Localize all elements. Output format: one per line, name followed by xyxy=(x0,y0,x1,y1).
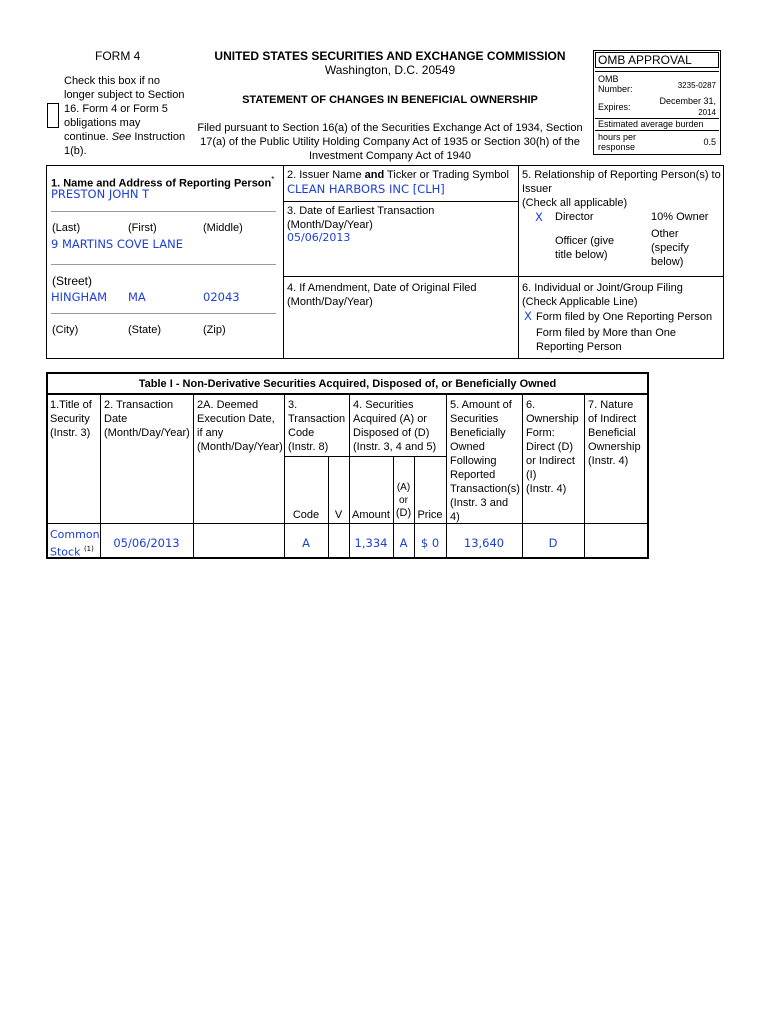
section2-title-and: and xyxy=(364,169,385,181)
col2-header-line: (Month/Day/Year) xyxy=(104,427,190,439)
col4-header-line: Acquired (A) or xyxy=(353,413,427,425)
price: $ 0 xyxy=(420,536,440,550)
agency-title: UNITED STATES SECURITIES AND EXCHANGE COMMISSION xyxy=(214,49,566,63)
omb-expires-label: Expires: xyxy=(598,102,631,112)
col5-header-line: Beneficially xyxy=(450,427,506,439)
subheader-a-or-d-line: (A) xyxy=(396,482,411,493)
omb-expires-line: 2014 xyxy=(698,108,716,117)
securities-amount: 1,334 xyxy=(354,536,388,550)
section2-title-part: 2. Issuer Name xyxy=(287,169,365,181)
col5-header-line: Securities xyxy=(450,413,499,425)
checkbox-text-line xyxy=(64,130,194,144)
section1-rule xyxy=(51,211,276,212)
transaction-code: A xyxy=(302,536,310,550)
omb-number-label xyxy=(598,74,633,94)
street-label: (Street) xyxy=(52,274,93,288)
col6-header-line: (Instr. 4) xyxy=(526,483,567,495)
col2a-header-line: (Month/Day/Year) xyxy=(197,441,283,453)
zip-value: 02043 xyxy=(203,290,240,304)
section6-title xyxy=(522,281,683,309)
col5-header-line: 4) xyxy=(450,511,460,523)
col3-header xyxy=(288,398,345,454)
col7-header-line: (Instr. 4) xyxy=(588,455,629,467)
section1-rule xyxy=(51,313,276,314)
section5-title-line: 5. Relationship of Reporting Person(s) to xyxy=(522,169,721,181)
ownership-form: D xyxy=(548,536,558,550)
col6-header xyxy=(526,398,579,496)
director-checkmark[interactable]: X xyxy=(535,210,543,224)
section5-title-line: (Check all applicable) xyxy=(522,197,628,209)
statement-title: STATEMENT OF CHANGES IN BENEFICIAL OWNERSHIP xyxy=(242,94,538,106)
zip-label: (Zip) xyxy=(203,324,226,336)
col3-header-line: (Instr. 8) xyxy=(288,441,329,453)
more-persons-line: Reporting Person xyxy=(536,341,622,353)
agency-location: Washington, D.C. 20549 xyxy=(324,63,456,77)
section1-asterisk: * xyxy=(271,175,275,184)
col5-header-line: Reported xyxy=(450,469,496,481)
checkbox-instructions xyxy=(64,74,194,158)
section4-title-line: (Month/Day/Year) xyxy=(287,296,373,308)
col2a-header xyxy=(197,398,283,454)
street-value: 9 MARTINS COVE LANE xyxy=(51,237,183,251)
col6-header-line: Direct (D) xyxy=(526,441,574,453)
section6-title-line: 6. Individual or Joint/Group Filing xyxy=(522,282,683,294)
col5-header-line: (Instr. 3 and xyxy=(450,497,509,509)
first-label: (First) xyxy=(128,222,157,234)
more-persons-label xyxy=(536,326,676,354)
security-title xyxy=(50,528,100,560)
col1-header xyxy=(50,398,92,440)
table1-title: Table I - Non-Derivative Securities Acquired, Disposed of, or Beneficially Owned xyxy=(138,378,557,390)
section3-title-line: (Month/Day/Year) xyxy=(287,219,373,231)
block-divider xyxy=(518,165,519,359)
footnote-ref[interactable]: (1) xyxy=(83,545,94,553)
table1-col-line xyxy=(193,393,194,559)
col4-header-line: 4. Securities xyxy=(353,399,414,411)
reporting-person-name: PRESTON JOHN T xyxy=(51,187,150,201)
table1-col-line xyxy=(446,393,447,559)
checkbox-text-line: 16. Form 4 or Form 5 xyxy=(64,103,168,115)
table1-header-bottom xyxy=(46,523,649,524)
omb-burden-label: Estimated average burden xyxy=(598,119,704,129)
security-title-line: Common xyxy=(50,528,100,541)
officer-label-line: Officer (give xyxy=(555,235,615,247)
col2a-header-line: 2A. Deemed xyxy=(197,399,259,411)
earliest-transaction-date: 05/06/2013 xyxy=(287,231,351,244)
col7-header-line: Beneficial xyxy=(588,427,636,439)
omb-divider xyxy=(595,71,719,72)
one-person-checkmark[interactable]: X xyxy=(524,309,532,323)
col3-header-line: Transaction xyxy=(288,413,346,425)
filed-pursuant-line: 17(a) of the Public Utility Holding Company Act of 1935 or Section 30(h) of the xyxy=(200,136,580,148)
subheader-price: Price xyxy=(417,509,443,521)
other-label-line: Other xyxy=(651,228,679,240)
city-label: (City) xyxy=(52,324,79,336)
officer-label-line: title below) xyxy=(555,249,608,261)
col5-header-line: Following xyxy=(450,455,497,467)
section4-title-line: 4. If Amendment, Date of Original Filed xyxy=(287,282,477,294)
acquired-or-disposed: A xyxy=(399,536,408,550)
table1-col-line xyxy=(100,393,101,559)
last-label: (Last) xyxy=(52,222,81,234)
col7-header xyxy=(588,398,641,468)
section5-title xyxy=(522,168,721,210)
subheader-v: V xyxy=(334,509,343,521)
table1-col-line xyxy=(284,393,285,559)
col4-header-line: (Instr. 3, 4 and 5) xyxy=(353,441,437,453)
block-divider xyxy=(283,201,518,202)
col2-header-line: Date xyxy=(104,413,128,425)
form-label: FORM 4 xyxy=(95,49,141,63)
filed-pursuant-line: Investment Company Act of 1940 xyxy=(308,150,472,162)
subheader-a-or-d xyxy=(393,481,414,520)
section5-title-line: Issuer xyxy=(522,183,552,195)
state-value: MA xyxy=(128,290,146,304)
checkbox-text-see: See xyxy=(111,131,132,143)
amount-owned: 13,640 xyxy=(463,536,505,550)
middle-label: (Middle) xyxy=(203,222,243,234)
omb-number-label-line: Number: xyxy=(598,84,633,94)
checkbox-text-line: obligations may xyxy=(64,117,141,129)
col2a-header-line: if any xyxy=(197,427,224,439)
section1-title-text: 1. Name and Address of Reporting Person xyxy=(51,177,272,190)
subheader-code: Code xyxy=(292,509,320,521)
checkbox-text-line: Check this box if no xyxy=(64,75,160,87)
col6-header-line: Form: xyxy=(526,427,555,439)
issuer-name: CLEAN HARBORS INC [CLH] xyxy=(287,182,445,196)
col2-header xyxy=(104,398,190,440)
col7-header-line: Ownership xyxy=(588,441,641,453)
col4-header xyxy=(353,398,436,454)
one-person-label: Form filed by One Reporting Person xyxy=(536,311,713,323)
subheader-a-or-d-line: or xyxy=(399,495,408,506)
table1-col-line xyxy=(522,393,523,559)
ten-percent-owner-label: 10% Owner xyxy=(651,211,709,223)
section1-rule xyxy=(51,264,276,265)
col1-header-line: (Instr. 3) xyxy=(50,427,91,439)
col5-header-line: Transaction(s) xyxy=(450,483,520,495)
security-title-line xyxy=(50,542,100,560)
table1-col-line xyxy=(584,393,585,559)
city-value: HINGHAM xyxy=(51,290,107,304)
col1-header-line: 1.Title of xyxy=(50,399,92,411)
col3-header-line: Code xyxy=(288,427,315,439)
omb-expires-line: December 31, xyxy=(659,96,716,106)
more-persons-line: Form filed by More than One xyxy=(536,327,677,339)
col6-header-line: (I) xyxy=(526,469,537,481)
checkbox-text-part: continue. xyxy=(64,131,112,143)
col2-header-line: 2. Transaction xyxy=(104,399,174,411)
block-divider xyxy=(518,276,724,277)
omb-hours-line: hours per xyxy=(598,132,637,142)
col5-header-line: Owned xyxy=(450,441,485,453)
subheader-a-or-d-line: (D) xyxy=(395,507,412,519)
transaction-date: 05/06/2013 xyxy=(113,536,180,550)
omb-hours-value: 0.5 xyxy=(703,137,716,147)
col7-header-line: 7. Nature xyxy=(588,399,634,411)
block-divider xyxy=(283,165,284,359)
section2-title xyxy=(287,168,509,182)
table1-subheader-line xyxy=(284,456,446,457)
other-label-line: (specify xyxy=(651,242,689,254)
col6-header-line: or Indirect xyxy=(526,455,575,467)
col3-header-line: 3. xyxy=(288,399,298,411)
section3-title-line: 3. Date of Earliest Transaction xyxy=(287,205,435,217)
filed-pursuant-line: Filed pursuant to Section 16(a) of the Securities Exchange Act of 1934, Section xyxy=(197,122,583,134)
col6-header-line: Ownership xyxy=(526,413,579,425)
col4-header-line: Disposed of (D) xyxy=(353,427,430,439)
col5-header-line: 5. Amount of xyxy=(450,399,512,411)
table1-col-line xyxy=(349,393,350,559)
checkbox-text-line: 1(b). xyxy=(64,145,87,157)
omb-divider xyxy=(595,130,719,131)
omb-expires-value xyxy=(640,96,716,118)
checkbox-text-line: longer subject to Section xyxy=(64,89,185,101)
omb-number-label-line: OMB xyxy=(598,74,619,84)
director-label: Director xyxy=(555,211,594,223)
subheader-amount: Amount xyxy=(352,509,390,521)
col7-header-line: of Indirect xyxy=(588,413,637,425)
section6-title-line: (Check Applicable Line) xyxy=(522,296,638,308)
security-title-part: Stock xyxy=(50,545,81,559)
col1-header-line: Security xyxy=(50,413,90,425)
omb-number-value: 3235-0287 xyxy=(677,81,716,90)
other-label-line: below) xyxy=(651,256,684,268)
col6-header-line: 6. xyxy=(526,399,536,411)
omb-hours-line: response xyxy=(598,142,636,152)
omb-hours-label xyxy=(598,132,636,152)
state-label: (State) xyxy=(128,324,162,336)
checkbox-text-part: Instruction xyxy=(131,131,186,143)
omb-title: OMB APPROVAL xyxy=(598,53,692,67)
section16-checkbox[interactable] xyxy=(47,103,59,128)
officer-label xyxy=(555,234,614,262)
section3-title xyxy=(287,204,434,232)
other-label xyxy=(651,227,689,269)
block-divider xyxy=(283,276,518,277)
section2-title-part: Ticker or Trading Symbol xyxy=(384,169,509,181)
table1-divider xyxy=(46,393,649,395)
section4-title xyxy=(287,281,477,309)
filed-pursuant xyxy=(196,121,584,163)
col2a-header-line: Execution Date, xyxy=(197,413,275,425)
col5-header xyxy=(450,398,520,524)
